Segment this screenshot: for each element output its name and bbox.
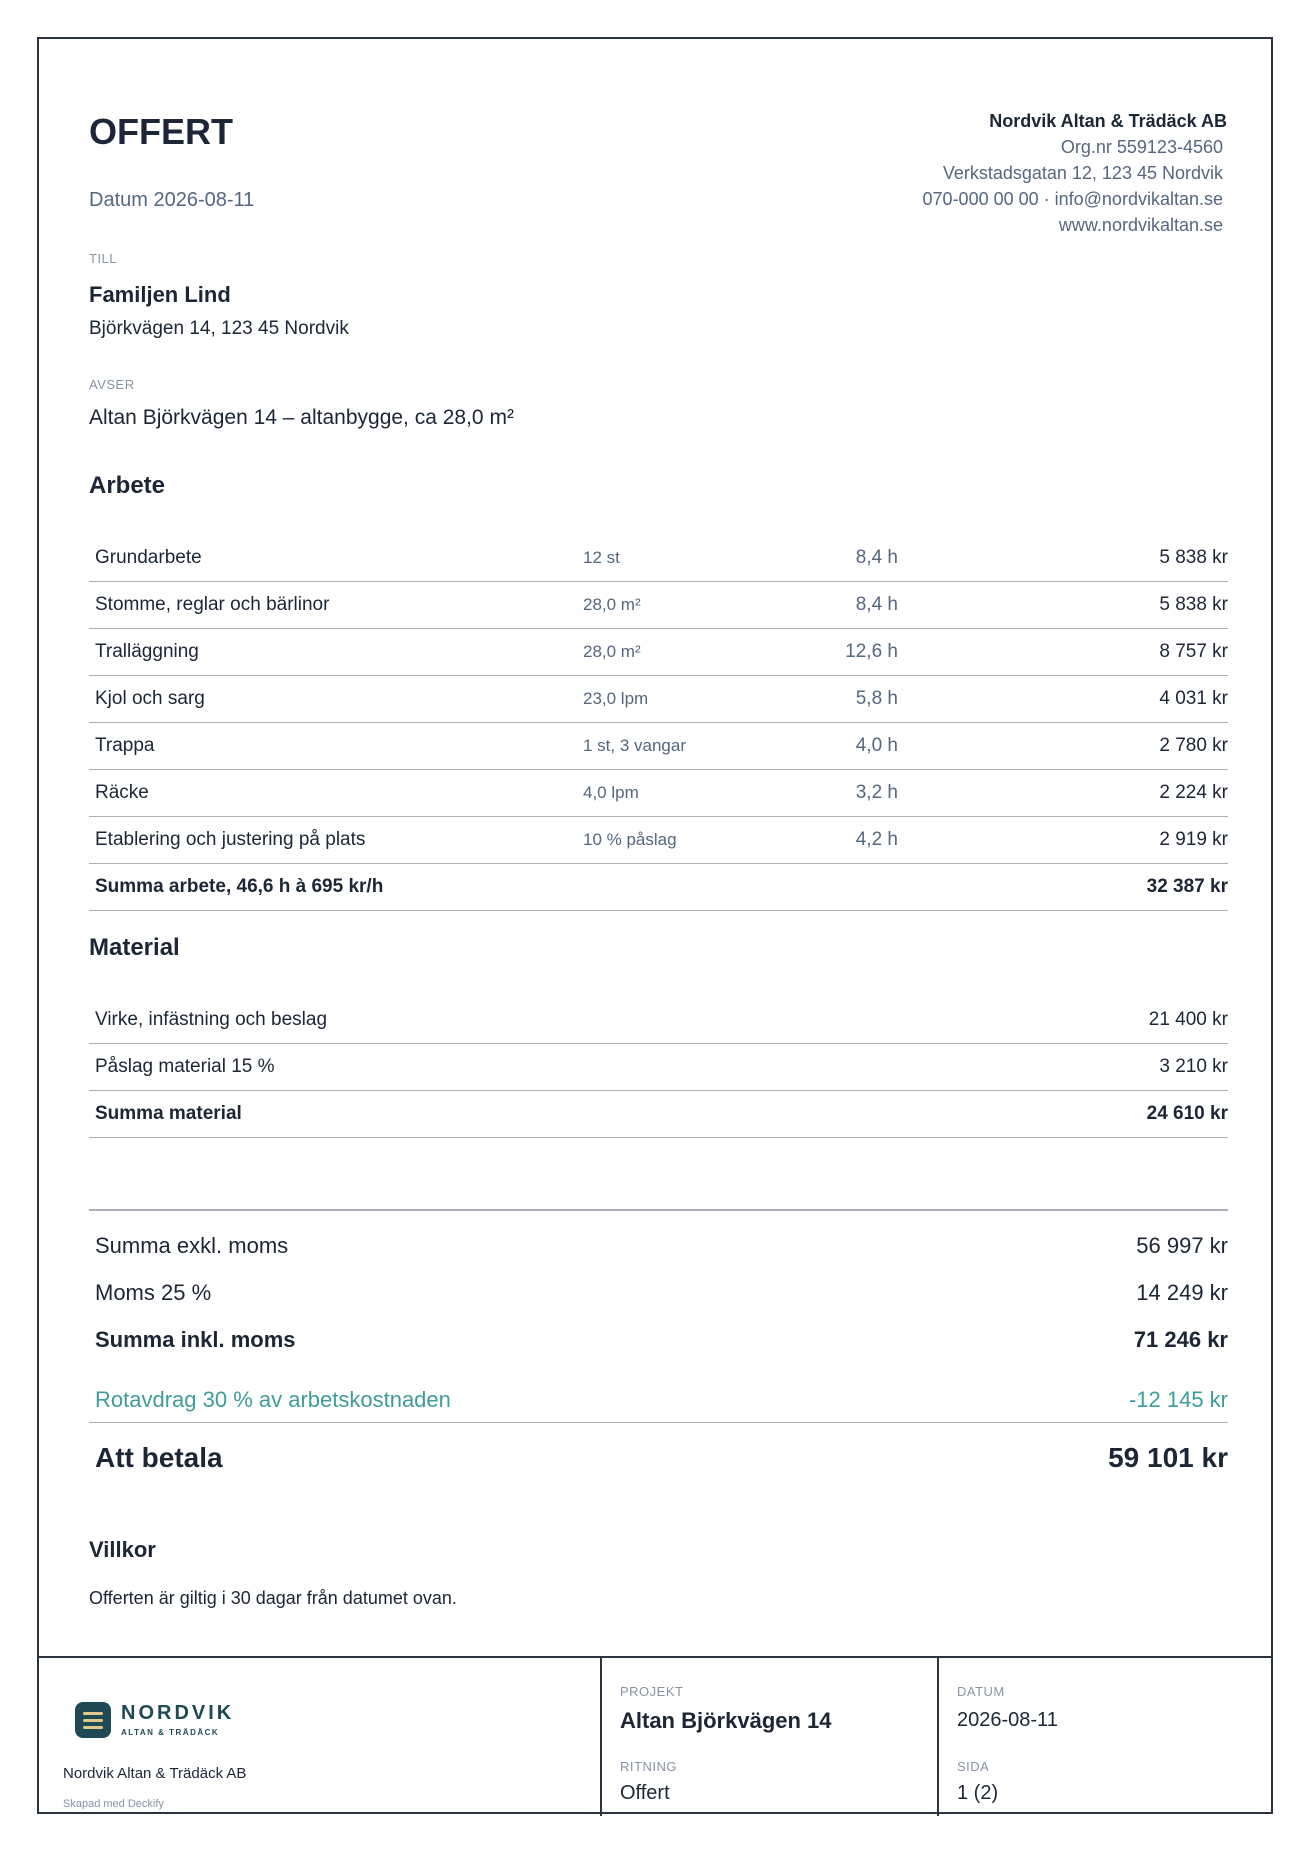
row-amount: 4 031 kr	[898, 676, 1228, 723]
terms-text: Offerten är giltig i 30 dagar från datumet ovan.	[89, 1588, 457, 1608]
total-excl-vat-label: Summa exkl. moms	[95, 1233, 289, 1258]
document-date: Datum 2026-08-11	[89, 189, 255, 211]
terms-heading: Villkor	[89, 1537, 156, 1562]
date-caption: DATUM	[957, 1684, 1005, 1699]
total-incl-vat-amount: 71 246 kr	[1133, 1327, 1228, 1352]
title-block	[39, 1656, 1271, 1816]
company-contact: 070-000 00 00 · info@nordvikaltan.se	[922, 189, 1223, 209]
drawing-name: Offert	[620, 1782, 670, 1804]
row-hours: 8,4 h	[777, 582, 898, 629]
total-excl-vat	[95, 1233, 1228, 1259]
recipient-address: Björkvägen 14, 123 45 Nordvik	[89, 318, 349, 339]
total-incl-vat-label: Summa inkl. moms	[95, 1327, 296, 1352]
material-heading: Material	[89, 934, 180, 961]
labor-sum-label: Summa arbete, 46,6 h à 695 kr/h	[89, 864, 898, 911]
footer-company: Nordvik Altan & Trädäck AB	[63, 1765, 247, 1782]
document-title: OFFERT	[89, 111, 233, 152]
footer-made-with: Skapad med Deckify	[63, 1798, 164, 1810]
row-description: Virke, infästning och beslag	[89, 997, 898, 1044]
totals-divider	[89, 1209, 1228, 1211]
row-description: Etablering och justering på plats	[89, 817, 577, 864]
row-description: Trappa	[89, 723, 577, 770]
vat-label: Moms 25 %	[95, 1280, 212, 1305]
row-amount: 2 224 kr	[898, 770, 1228, 817]
row-hours: 3,2 h	[777, 770, 898, 817]
row-quantity: 28,0 m²	[577, 582, 777, 629]
rot-deduction	[95, 1387, 1228, 1413]
logo-icon	[75, 1702, 111, 1738]
table-row	[89, 817, 1228, 864]
rot-divider	[89, 1422, 1228, 1423]
row-quantity: 28,0 m²	[577, 629, 777, 676]
labor-table	[89, 535, 1228, 911]
amount-due	[95, 1442, 1228, 1474]
row-description: Påslag material 15 %	[89, 1044, 898, 1091]
row-amount: 5 838 kr	[898, 535, 1228, 582]
material-sum-row	[89, 1091, 1228, 1138]
recipient-name: Familjen Lind	[89, 282, 231, 307]
document-frame	[37, 37, 1273, 1814]
row-hours: 4,0 h	[777, 723, 898, 770]
row-description: Stomme, reglar och bärlinor	[89, 582, 577, 629]
row-quantity: 1 st, 3 vangar	[577, 723, 777, 770]
row-hours: 4,2 h	[777, 817, 898, 864]
company-website: www.nordvikaltan.se	[1058, 215, 1223, 235]
row-hours: 5,8 h	[777, 676, 898, 723]
rot-deduction-label: Rotavdrag 30 % av arbetskostnaden	[95, 1387, 451, 1412]
row-hours: 12,6 h	[777, 629, 898, 676]
material-sum-label: Summa material	[89, 1091, 898, 1138]
company-name: Nordvik Altan & Trädäck AB	[989, 111, 1227, 131]
company-org-nr: Org.nr 559123-4560	[1060, 137, 1223, 157]
row-quantity: 12 st	[577, 535, 777, 582]
material-sum-amount: 24 610 kr	[898, 1091, 1228, 1138]
table-row	[89, 582, 1228, 629]
total-excl-vat-amount: 56 997 kr	[1136, 1233, 1228, 1258]
row-amount: 2 919 kr	[898, 817, 1228, 864]
logo-wordmark: NORDVIK	[121, 1702, 235, 1724]
row-description: Kjol och sarg	[89, 676, 577, 723]
row-quantity: 10 % påslag	[577, 817, 777, 864]
footer-brand	[39, 1658, 600, 1816]
table-row	[89, 770, 1228, 817]
row-quantity: 23,0 lpm	[577, 676, 777, 723]
subject-text: Altan Björkvägen 14 – altanbygge, ca 28,0 m²	[89, 406, 514, 429]
project-name: Altan Björkvägen 14	[620, 1708, 832, 1733]
row-amount: 8 757 kr	[898, 629, 1228, 676]
row-amount: 3 210 kr	[898, 1044, 1228, 1091]
table-row	[89, 629, 1228, 676]
page-caption: SIDA	[957, 1759, 990, 1774]
vat-amount: 14 249 kr	[1136, 1280, 1228, 1305]
table-row	[89, 1044, 1228, 1091]
material-table	[89, 997, 1228, 1138]
footer-date: 2026-08-11	[957, 1709, 1058, 1731]
labor-heading: Arbete	[89, 472, 166, 499]
project-caption: PROJEKT	[620, 1684, 684, 1699]
row-amount: 5 838 kr	[898, 582, 1228, 629]
row-quantity: 4,0 lpm	[577, 770, 777, 817]
page-number: 1 (2)	[957, 1782, 999, 1804]
company-info	[922, 108, 1227, 238]
footer-project-column	[600, 1658, 939, 1816]
rot-deduction-amount: -12 145 kr	[1128, 1387, 1228, 1412]
labor-sum-row	[89, 864, 1228, 911]
footer-date-column	[937, 1658, 1273, 1816]
table-row	[89, 676, 1228, 723]
company-address: Verkstadsgatan 12, 123 45 Nordvik	[942, 163, 1223, 183]
row-amount: 21 400 kr	[898, 997, 1228, 1044]
row-hours: 8,4 h	[777, 535, 898, 582]
labor-sum-amount: 32 387 kr	[898, 864, 1228, 911]
table-row	[89, 535, 1228, 582]
total-incl-vat	[95, 1327, 1228, 1353]
table-row	[89, 997, 1228, 1044]
row-description: Grundarbete	[89, 535, 577, 582]
subject-caption: AVSER	[89, 377, 135, 392]
logo-tagline: ALTAN & TRÄDÄCK	[121, 1728, 220, 1737]
row-description: Tralläggning	[89, 629, 577, 676]
drawing-caption: RITNING	[620, 1759, 677, 1774]
row-amount: 2 780 kr	[898, 723, 1228, 770]
row-description: Räcke	[89, 770, 577, 817]
recipient-caption: TILL	[89, 251, 118, 266]
amount-due-amount: 59 101 kr	[1108, 1442, 1228, 1473]
amount-due-label: Att betala	[95, 1442, 223, 1473]
table-row	[89, 723, 1228, 770]
vat	[95, 1280, 1228, 1306]
